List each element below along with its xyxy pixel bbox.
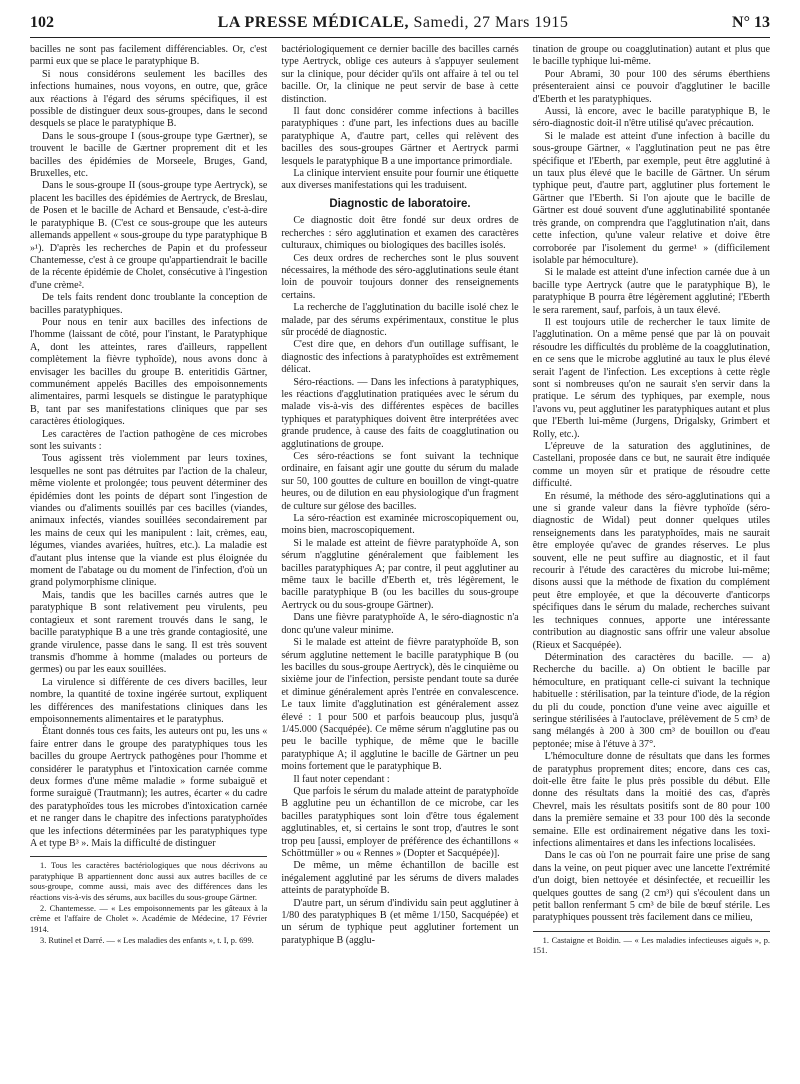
paragraph: La virulence si différente de ces divers bacilles, leur nombre, la quantité de toxine ingérée surtout, expliquent les différences des manifestations cliniques dans les empoisonnements alimentaires et le paratyphus.: [30, 676, 268, 725]
column-2: [281, 44, 518, 1084]
footnotes: [30, 856, 267, 946]
column-3: [533, 44, 770, 1084]
footnotes: [533, 931, 770, 957]
journal-masthead: [218, 14, 569, 32]
paragraph: Si le malade est atteint de fièvre paratyphoïde A, son sérum n'agglutine généralement que faiblement les bacilles paratyphiques A; par contre, il peut agglutiner au même taux le bacille d'Eberth et, très légèrement, le bacille paratyphique B (ou les bacilles du sous-groupe Aertryck ou du sous-groupe Gärtner).: [281, 537, 519, 611]
paragraph: La séro-réaction est examinée microscopiquement ou, moins bien, macroscopiquement.: [281, 513, 519, 537]
paragraph: Si nous considérons seulement les bacilles des infections humaines, nous voyons, en outre, que, grâce aux réactions à l'égard des sérums spécifiques, il est possible de distinguer deux sous-groupes, dans le second desquels se place le paratyphique B.: [30, 68, 268, 130]
paragraph: Détermination des caractères du bacille. — a) Recherche du bacille. a) On obtient le bacille par hémoculture, en pratiquant celle-ci suivant la technique habituelle : stérilisation, par la teinture d'iode, de la région du pli du coude, ponction d'une veine avec aiguille et seringue stérilisées à l'autoclave, prélèvement de 5 cm³ de sang mélangés à 200 à 300 cm³ de bouillon ou d'eau peptonée; mise à l'étuve à 37°.: [532, 651, 770, 750]
paragraph: L'épreuve de la saturation des agglutinines, de Castellani, proposée dans ce but, ne saurait être indiquée comme un moyen sûr et pratique de résoudre cette difficulté.: [532, 441, 770, 490]
paragraph: tination de groupe ou coagglutination) autant et plus que le bacille typhique lui-même.: [532, 44, 770, 68]
page-header: [30, 14, 770, 38]
text-columns: [30, 44, 770, 1084]
paragraph: Il est toujours utile de rechercher le taux limite de l'agglutination. On a même pensé que par là on pouvait résoudre les difficultés du problème de la coagglutination, en ce sens que le microbe agglutiné au taux le plus élevé serait l'agent de l'infection. Les exceptions à cette règle sont si nombreuses qu'on ne saurait s'en servir dans la pratique. Le sérum des typhiques, par exemple, nous l'avons vu, peut agglutiner les paratyphiques autant et plus que l'Eberth lui-même (Jurgens, Drigalsky, Grimbert et Rolly, etc.).: [532, 316, 770, 440]
paragraph: Mais, tandis que les bacilles carnés autres que le paratyphique B sont relativement peu virulents, peu contagieux et sont rarement trouvés dans le sang, le bacille paratyphique B a une très grande contagiosité, une grande virulence, passe dans le sang. Il est très souvent transmis d'homme à homme (malades ou porteurs de germes) ou par les eaux souillées.: [30, 589, 268, 676]
journal-title: LA PRESSE MÉDICALE,: [217, 14, 409, 31]
paragraph: Il faut donc considérer comme infections à bacilles paratyphiques : d'une part, les infections dues au bacille paratyphique A, d'autre part, celles qui relèvent des bacilles des sous-groupes Gärtner et Aertryck parmi lesquels le paratyphique B a une importance primordiale.: [281, 106, 519, 167]
paragraph: Étant donnés tous ces faits, les auteurs ont pu, les uns « faire entrer dans le groupe des paratyphiques tous les bacilles du groupe Aertryck pathogènes pour l'homme et considérer le paratyphus et l'intoxication carnée comme deux formes d'une même maladie » forme subaiguë et forme suraiguë (Trautmann); les autres, écarter « du cadre des paratyphoïdes tous les microbes d'intoxication carnée et ne ranger dans le chapitre des infections paratyphoïdes que les infections déterminées par les paratyphiques type A et type B³ ». Mais la difficulté de distinguer: [30, 726, 268, 849]
footnote: 2. Chantemesse. — « Les empoisonnements par les gâteaux à la crème et l'affaire de Cholet ». Académie de Médecine, 17 Février 1914.: [30, 904, 268, 934]
paragraph: bactériologiquement ce dernier bacille des bacilles carnés type Aertryck, oblige ces auteurs à s'appuyer seulement sur la clinique, pour décider qu'ils ont affaire à tel ou tel bacille. Or, la clinique ne peut servir de base à cette distinction.: [281, 44, 519, 105]
paragraph: Que parfois le sérum du malade atteint de paratyphoïde B agglutine peu un échantillon de ce microbe, car les bacilles paratyphiques sont loin d'être tous également agglutinables, et, si certains le sont trop, d'autres le sont trop peu [aussi, employer de préférence des échantillons « Schöttmüller » ou « Rennes » (Dopter et Sacquépée)].: [281, 785, 519, 859]
paragraph: Aussi, là encore, avec le bacille paratyphique B, le séro-diagnostic doit-il n'être utilisé qu'avec précaution.: [532, 106, 770, 130]
paragraph: Si le malade est atteint d'une infection carnée due à un bacille type Aertryck (autre que le paratyphique B), le paratyphique B pourra être légèrement agglutiné; l'Eberth le sera rarement, sauf, parfois, à un taux élevé.: [532, 267, 770, 316]
page-number: 102: [30, 14, 54, 31]
paragraph: Si le malade est atteint de fièvre paratyphoïde B, son sérum agglutine nettement le bacille paratyphique B (ou les bacilles du sous-groupe Aertryck), dès le cinquième ou sixième jour de l'infection, persiste pendant toute sa durée et diminue généralement après l'entrée en convalescence. Le taux limite d'agglutination est généralement assez élevé : 1 pour 500 et parfois beaucoup plus, jusqu'à 1/45.000 (Sacquépée). Ce même sérum n'agglutine pas ou peu le bacille typhique, de même que le bacille paratyphique A; il agglutine le bacille de Gärtner un peu moins fortement que le paratyphique B.: [281, 637, 519, 773]
paragraph: Tous agissent très violemment par leurs toxines, lesquelles ne sont pas détruites par l'action de la chaleur, même violente et prolongée; tous peuvent déterminer des épidémies dont les points de départ sont l'ingestion de viandes ou d'aliments souillés par ces bacilles (viandes, animaux infectés, viandes souillées secondairement par les mains de ceux qui les manipulent : lait, crèmes, eau, légumes, viandes avariées, huîtres, etc.). La maladie est d'autant plus intense que la viande est plus éloignée du moment de l'abatage ou du moment de l'infection, d'où un grand polymorphisme clinique.: [30, 453, 268, 589]
paragraph: De tels faits rendent donc troublante la conception de bacilles paratyphiques.: [30, 292, 268, 316]
paragraph: L'hémoculture donne de résultats que dans les formes de paratyphus proprement dites; encore, dans ces cas, doit-elle être faite le plus près possible du début. Elle donne des résultats dans la moitié des cas, d'après Chevrel, mais les résultats positifs sont de 80 pour 100 dans la première semaine et 33 pour 100 dès la seconde semaine. Elle est ordinairement négative dans les toxi-infections alimentaires et dans les infections localisées.: [532, 751, 770, 849]
paragraph: Il faut noter cependant :: [293, 773, 390, 785]
paragraph: bacilles ne sont pas facilement différenciables. Or, c'est parmi eux que se place le paratyphique B.: [30, 44, 268, 68]
paragraph: C'est dire que, en dehors d'un outillage suffisant, le diagnostic des infections à paratyphoïdes est extrêmement délicat.: [281, 339, 519, 376]
section-heading: Diagnostic de laboratoire.: [329, 197, 471, 210]
issue-number: N° 13: [732, 14, 770, 31]
paragraph: De même, un même échantillon de bacille est inégalement agglutiné par les sérums de divers malades atteints de paratyphoïde B.: [281, 860, 519, 897]
paragraph: Dans le sous-groupe I (sous-groupe type Gærtner), se trouvent le bacille de Gærtner proprement dit et les bacilles des épidémies de Morseele, Bruges, Gand, Bruxelles, etc.: [30, 130, 268, 180]
paragraph: La clinique intervient ensuite pour fournir une étiquette aux diverses manifestations qui les traduisent.: [281, 168, 519, 192]
paragraph: D'autre part, un sérum d'individu sain peut agglutiner à 1/80 des paratyphiques B (et même 1/150, Sacquépée) et un sérum de typhique peut agglutiner fortement un paratyphique B (agglu-: [281, 897, 519, 946]
paragraph: En résumé, la méthode des séro-agglutinations qui a une si grande valeur dans la fièvre typhoïde (séro-diagnostic de Widal) peut donner quelques utiles renseignements dans les paratyphoïdes, mais ne saurait être employée qu'avec de grandes réserves. Le plus souvent, elle ne peut suffire au diagnostic, et il faut recourir à l'étude des caractères du microbe lui-même; disons aussi que la méthode de fixation du complément peut être employée, et que la découverte d'anticorps spécifiques dans le sérum du malade, recherches suivant les techniques connues, apporte une intéressante contribution au diagnostic sans offrir une valeur absolue (Rieux et Sacquépée).: [532, 490, 770, 651]
paragraph: Ces séro-réactions se font suivant la technique ordinaire, en faisant agir une goutte du sérum du malade sur 50, 100 gouttes de culture en bouillon de vingt-quatre heures, ou de dilution en eau physiologique d'un fragment de culture sur gélose des bacilles.: [281, 451, 519, 512]
paragraph: Dans le sous-groupe II (sous-groupe type Aertryck), se placent les bacilles des épidémies de Aertryck, de Breslau, de Posen et le bacille de Achard et Bensaude, c'est-à-dire le paratyphique B. (C'est ce sous-groupe que les auteurs allemands appellent « sous-groupe du type paratyphique B »¹). D'après les recherches de Papin et du professeur Chantemesse, c'est à ce groupe qu'appartiendrait le bacille de la récente épidémie de Cholet, consécutive à l'ingestion d'une crème².: [30, 180, 268, 291]
paragraph: Séro-réactions. — Dans les infections à paratyphiques, les réactions d'agglutination pratiquées avec le sérum du malade vis-à-vis des différentes espèces de bacilles typhiques et paratyphiques doivent être interprétées avec grande prudence, à cause des faits de coagglutination ou agglutinations de groupe.: [281, 376, 519, 450]
column-1: [30, 44, 267, 1084]
paragraph: Dans une fièvre paratyphoïde A, le séro-diagnostic n'a donc qu'une valeur minime.: [281, 612, 519, 636]
paragraph: Ces deux ordres de recherches sont le plus souvent nécessaires, la méthode des séro-agglutinations seule étant loin de pouvoir toujours donner des renseignements certains.: [281, 252, 519, 301]
paragraph: Pour Abrami, 30 pour 100 des sérums éberthiens présenteraient ainsi ce pouvoir d'agglutiner le bacille d'Eberth et les paratyphiques.: [532, 68, 770, 105]
paragraph: Ce diagnostic doit être fondé sur deux ordres de recherches : séro agglutination et examen des caractères culturaux, chimiques ou biologiques des bacilles isolés.: [281, 215, 519, 252]
paragraph: La recherche de l'agglutination du bacille isolé chez le malade, par des sérums expérimentaux, constitue le plus sûr procédé de diagnostic.: [281, 302, 519, 338]
paragraph: Pour nous en tenir aux bacilles des infections de l'homme (laissant de côté, pour l'instant, le Paratyphique A, dont les atteintes, rares d'ailleurs, rappellent complètement la fièvre typhoïde), nous avons donc à envisager les bacilles du groupe B. enteritidis Gärtner, communément appelés Bacilles des empoisonnements alimentaires, parmi lesquels se distingue le paratyphique B, tant par ses manifestations cliniques que par ses caractères étiologiques.: [30, 316, 268, 428]
footnote: 1. Castaigne et Boidin. — « Les maladies infectieuses aiguës », p. 151.: [532, 935, 770, 956]
paragraph: Les caractères de l'action pathogène de ces microbes sont les suivants :: [30, 428, 268, 452]
footnote: 1. Tous les caractères bactériologiques que nous décrivons au paratyphique B appartiennent donc aussi aux autres bacilles de ce sous-groupe, comme aussi, mais avec des différences dans les réactions vis-à-vis des sérums, aux bacilles du sous-groupe Gärtner.: [30, 861, 268, 902]
paragraph: Dans le cas où l'on ne pourrait faire une prise de sang dans la veine, on peut piquer avec une lancette l'extrémité d'un doigt, bien nettoyée et désinfectée, et recueillir les quelques gouttes de sang (2 cm³) qui s'écoulent dans un petit ballon renfermant 5 cm³ de bile de bœuf stérile. Les paratyphiques poussent très facilement dans ce milieu,: [532, 850, 770, 924]
paragraph: Si le malade est atteint d'une infection à bacille du sous-groupe Gärtner, « l'agglutination peut ne pas être spécifique et l'Eberth, par exemple, peut être agglutiné à un taux plus élevé que le bacille de Gärtner. Un sérum typhique peut, d'autre part, agglutiner plus fortement le Gärtner que l'Eberth. Si l'on ajoute que le bacille de Gärtner est doué souvent d'une agglutinabilité spontanée très grande, on comprendra que l'agglutination n'ait, dans cette infection, qu'une valeur relative et doive être corroborée par l'isolement du germe¹ » (difficilement isolable par hémoculture).: [532, 130, 770, 266]
issue-date: Samedi, 27 Mars 1915: [413, 14, 569, 31]
footnote: 3. Rutinel et Darré. — « Les maladies des enfants », t. I, p. 699.: [40, 936, 254, 946]
